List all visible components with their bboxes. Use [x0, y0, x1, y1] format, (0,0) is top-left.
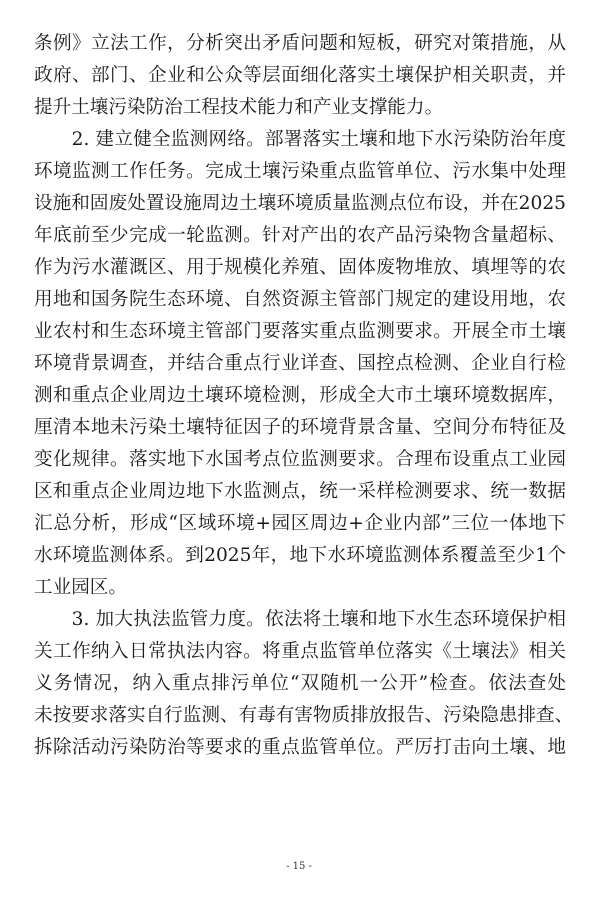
text-line: 环境监测工作任务。完成土壤污染重点监管单位、污水集中处理 — [34, 161, 566, 182]
text-line: 设施和固废处置设施周边土壤环境质量监测点位布设，并在2025 — [34, 193, 566, 214]
text-line: 提升土壤污染防治工程技术能力和产业支撑能力。 — [34, 97, 444, 118]
text-line: 业农村和生态环境主管部门要落实重点监测要求。开展全市土壤 — [34, 321, 566, 342]
text-line: 厘清本地未污染土壤特征因子的环境背景含量、空间分布特征及 — [34, 417, 566, 438]
text-line: 关工作纳入日常执法内容。将重点监管单位落实《土壤法》相关 — [34, 641, 566, 662]
text-line: 政府、部门、企业和公众等层面细化落实土壤保护相关职责，并 — [34, 65, 566, 86]
text-line: 未按要求落实自行监测、有毒有害物质排放报告、污染隐患排查、 — [34, 705, 574, 726]
text-line: 区和重点企业周边地下水监测点，统一采样检测要求、统一数据 — [34, 481, 566, 502]
text-line: 义务情况，纳入重点排污单位“双随机一公开”检查。依法查处 — [34, 673, 566, 694]
text-line: 年底前至少完成一轮监测。针对产出的农产品污染物含量超标、 — [34, 225, 566, 246]
text-line: 环境背景调查，并结合重点行业详查、国控点检测、企业自行检 — [34, 353, 566, 374]
text-line: 拆除活动污染防治等要求的重点监管单位。严厉打击向土壤、地 — [34, 737, 566, 758]
text-line: 汇总分析，形成“区域环境+园区周边+企业内部”三位一体地下 — [34, 513, 566, 534]
text-line: 条例》立法工作，分析突出矛盾问题和短板，研究对策措施，从 — [34, 33, 566, 54]
text-line: 变化规律。落实地下水国考点位监测要求。合理布设重点工业园 — [34, 449, 566, 470]
text-line: 作为污水灌溉区、用于规模化养殖、固体废物堆放、填埋等的农 — [34, 257, 566, 278]
text-line: 水环境监测体系。到2025年，地下水环境监测体系覆盖至少1个 — [34, 545, 566, 566]
text-line: 用地和国务院生态环境、自然资源主管部门规定的建设用地，农 — [34, 289, 566, 310]
text-line: 3. 加大执法监管力度。依法将土壤和地下水生态环境保护相 — [34, 609, 566, 630]
text-line: 2. 建立健全监测网络。部署落实土壤和地下水污染防治年度 — [34, 129, 566, 150]
text-line: 工业园区。 — [34, 577, 127, 598]
text-line: 测和重点企业周边土壤环境检测，形成全大市土壤环境数据库， — [34, 385, 566, 406]
page-number: - 15 - — [286, 861, 312, 872]
